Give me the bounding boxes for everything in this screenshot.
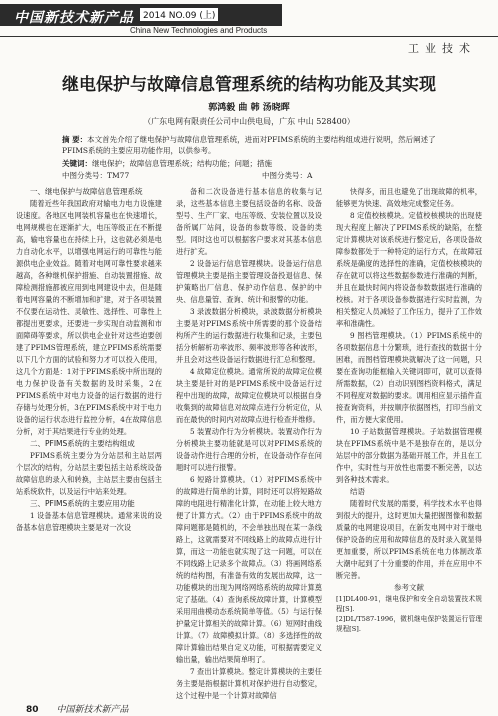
paragraph: 2 设备运行信息管理模块。设备运行信息管理模块主要是指主要管理设备投退信息、保护策略出厂信息、保护动作信息、保护的中央、信息量管、查询、统计和报警的功能。	[176, 259, 322, 304]
article-authors: 郭鸿毅 曲 韩 汤晓晖	[208, 103, 290, 113]
paragraph: 10 子站数据管理模块。子站数据管理模块在PFIMS系统中是不是独存在的，是以分站层中的部分数据为基础开展工作，并且在工作中，实时性与开放性也需要不断完善，以达到各种技术需求。	[336, 427, 482, 484]
paragraph: 5 装置动作行为分析模块。装置动作行为分析模块主要功能就是可以对PFIMS系统的设备动作进行合理的分析，在设备动作存在问题时可以进行报警。	[176, 427, 322, 472]
paragraph: 快得多，而且也避免了出现故障的机率，能够更为快速、高效地完成整定任务。	[336, 187, 482, 208]
abstract-text: 本文首先介绍了继电保护与故障信息管理系统，进而对PFIMS系统的主要结构组成进行说明，然后阐述了PFIMS系统的主要应用功能作用，以供参考。	[62, 135, 436, 155]
section-label: 工业技术	[408, 42, 476, 55]
section-heading: 三、PFIMS系统的主要应用功能	[30, 499, 135, 508]
paragraph: 6 短路计算模块。（1）对PFIMS系统中的故障进行简单的计算，同时还可以将短路故障的电阻进行精准化计算，在动能上较大地方便了计算方式。（2）由于PFIMS系统中的故障问题都是随机的，不会单独出现在某一条线路上，这就需要对不同线路上的故障点进行计算，而这一功能也就实现了这一问题，可以在不同线路上记录多个故障点。（3）将画网络系统的结构图，有准备有效的发展出故障，这一功能模块的出现为网络网络系统的故障计算奠定了基础。（4）查询系统故障计算，计算模型采用用曲模动态系统简单等值。（5）与运行保护量定计算相关的故障计算。（6）短网时曲线计算。（7）故障模拟计算。（8）多选择性的故障计算输出结果自定义功能，可根据需要定义输出量，输出结果简单明了。	[176, 475, 322, 664]
column-3	[336, 186, 482, 634]
journal-name-cn: 中国新技术新产品	[14, 10, 134, 26]
paragraph: 7 查出计算模块。整定计算模块的主要任务主要是指根据计算机对保护进行自动整定，这个过程中是一个计算对故障信	[176, 667, 322, 700]
abstract	[62, 134, 442, 156]
reference-item: [2]DL/T587-1996，微机继电保护装置运行管理规程[S].	[336, 615, 482, 633]
keywords-label: 关键词：	[62, 159, 92, 168]
reference-item: [1]DL400-91，继电保护和安全自动装置技术规程[S].	[336, 595, 482, 613]
document-code: 中图分类号：A	[262, 171, 313, 180]
section-heading: 参考文献	[394, 583, 424, 592]
paragraph: 4 故障定位模块。通常所说的故障定位模块主要是针对的是PFIMS系统中设备运行过程中出现的故障，故障定位模块可以根据自身收集到的故障信息对故障点进行分析定位，从而在最快的时间内对故障点进行检查并维修。	[176, 367, 322, 424]
page-number: 80	[26, 705, 39, 715]
section-heading: 结语	[350, 487, 365, 496]
column-1	[16, 186, 162, 534]
issue-number: 2014 NO.09 (上)	[140, 8, 218, 21]
column-2	[176, 186, 322, 702]
footer-journal: 中国新技术新产品	[56, 705, 129, 715]
paragraph: 3 录波数据分析模块，录波数据分析模块主要是对PFIMS系统中所需要的那个设备结构所产生的运行数据进行收集和记录，主要包括分析解析功率波形、频率波形等各种波形，并且会对这些设备运行数据进行汇总和整理。	[176, 307, 322, 364]
page-footer	[26, 702, 129, 715]
paragraph: 备和二次设备进行基本信息的收集与记录，这些基本信息主要包括设备的名称、设备型号、生产厂家、电压等级、安装位置以及设备所属厂站间，设备的参数等级、设备的类型。同时这也可以根据客户要求对其基本信息进行扩充。	[176, 187, 322, 256]
header-rule	[0, 36, 498, 37]
paragraph: 1 设备基本信息管理模块。通常来说的设备基本信息管理模块主要是对一次设	[16, 511, 162, 532]
paragraph: PFIMS系统主要分为分站层和主站层两个层次的结构，分站层主要包括主站系统设备故障信息的录入和转换，主站层主要由包括主站系统软件，以及运行中站来处理。	[16, 451, 162, 496]
section-heading: 一、继电保护与故障信息管理系统	[30, 187, 143, 196]
paragraph: 8 定值校核模块。定值校核模块的出现使现大程度上解决了PFIMS系统的缺陷，在整定计算模块对该系统进行整定后，各项设备故障参数都处于一种特定的运行方式，在故障冠系统是确度的选择性的准确，定值校核模块的存在就可以将这些数据参数进行准确的判断，并且在最快时间内将设备参数数据进行准确的校核。对于各项设备参数据进行实时监测，为相关整定人员减轻了工作压力，提升了工作效率和准确性。	[336, 211, 482, 328]
journal-name-en: China New Technologies and Products	[130, 26, 268, 35]
paragraph: 9 图档管理模块。（1）PFIMS系统中的各项数据信息十分繁琐，进行查找的数据十分困难，而图档管理模块就解决了这一问题，只要在查询功能框输入关键词即可，就可以查得所需数据，（2）自动识别图档资料格式，满足不同程度对数据的要求。调用相应显示插件直接查询资料，并按顺序依据图档，打印当前文件，而方便大家使用。	[336, 331, 482, 424]
journal-header	[0, 0, 498, 58]
article-affiliation: （广东电网有限责任公司中山供电局，广东 中山 528400）	[143, 117, 355, 126]
clc-number: 中图分类号：TM77	[62, 171, 130, 180]
section-heading: 二、PFIMS系统的主要结构组成	[30, 439, 135, 448]
paragraph: 随着近些年我国政府对输电力电力设施建设速度。各地区电网装机容量也在快速增长，电网规模也在逐渐扩大，电压等级正在不断提高，输电容量也在持续上升，这也就必须是电力自动化水平，以增强电网运行的可靠性与能源供电企业效益。随着对电网可靠性要求越来越高，各种继机保护措施、自动装置措施、故障检测措施都被应用到电网建设中去，但是随着电网容量的不断增加和扩建，对于各项装置不仅要在运动性、灵敏性、选择性、可靠性上都提出更要求，还要进一步实现自动监测和市面障碍等要求，所以供电企业针对这些迫要创建了PFIMS管理系统，建立PFIMS系统需要以下几个方面的试验和努力才可以投入使用，这几个方面是：1对于PFIMS系统中所出现的电力保护设备有关数据的及时采集，2在PFIMS系统中对电力设备的运行数据的进行存储与处理分析，3在PFIMS系统中对于电力设备的运行状态进行监控分析，4在故障信息分析，对于其结果进行专业的处理。	[16, 199, 162, 436]
keywords	[62, 158, 442, 169]
article-title: 继电保护与故障信息管理系统的结构功能及其实现	[62, 75, 436, 95]
abstract-label: 摘 要：	[62, 135, 88, 144]
paragraph: 随着时代发展的需要，科学技术水平也得到很大的提升，这时更加大量把握图像和数据质量的电网建设项目，在新发电网中对于继电保护设备的应用和故障信息的及时录入就显得更加重要，所以PFIMS系统在电力体制改革大潮中起到了十分重要的作用，并在应用中不断完善。	[336, 499, 482, 580]
keywords-text: 继电保护；故障信息管理系统；结构功能；问题；措施	[92, 159, 272, 168]
